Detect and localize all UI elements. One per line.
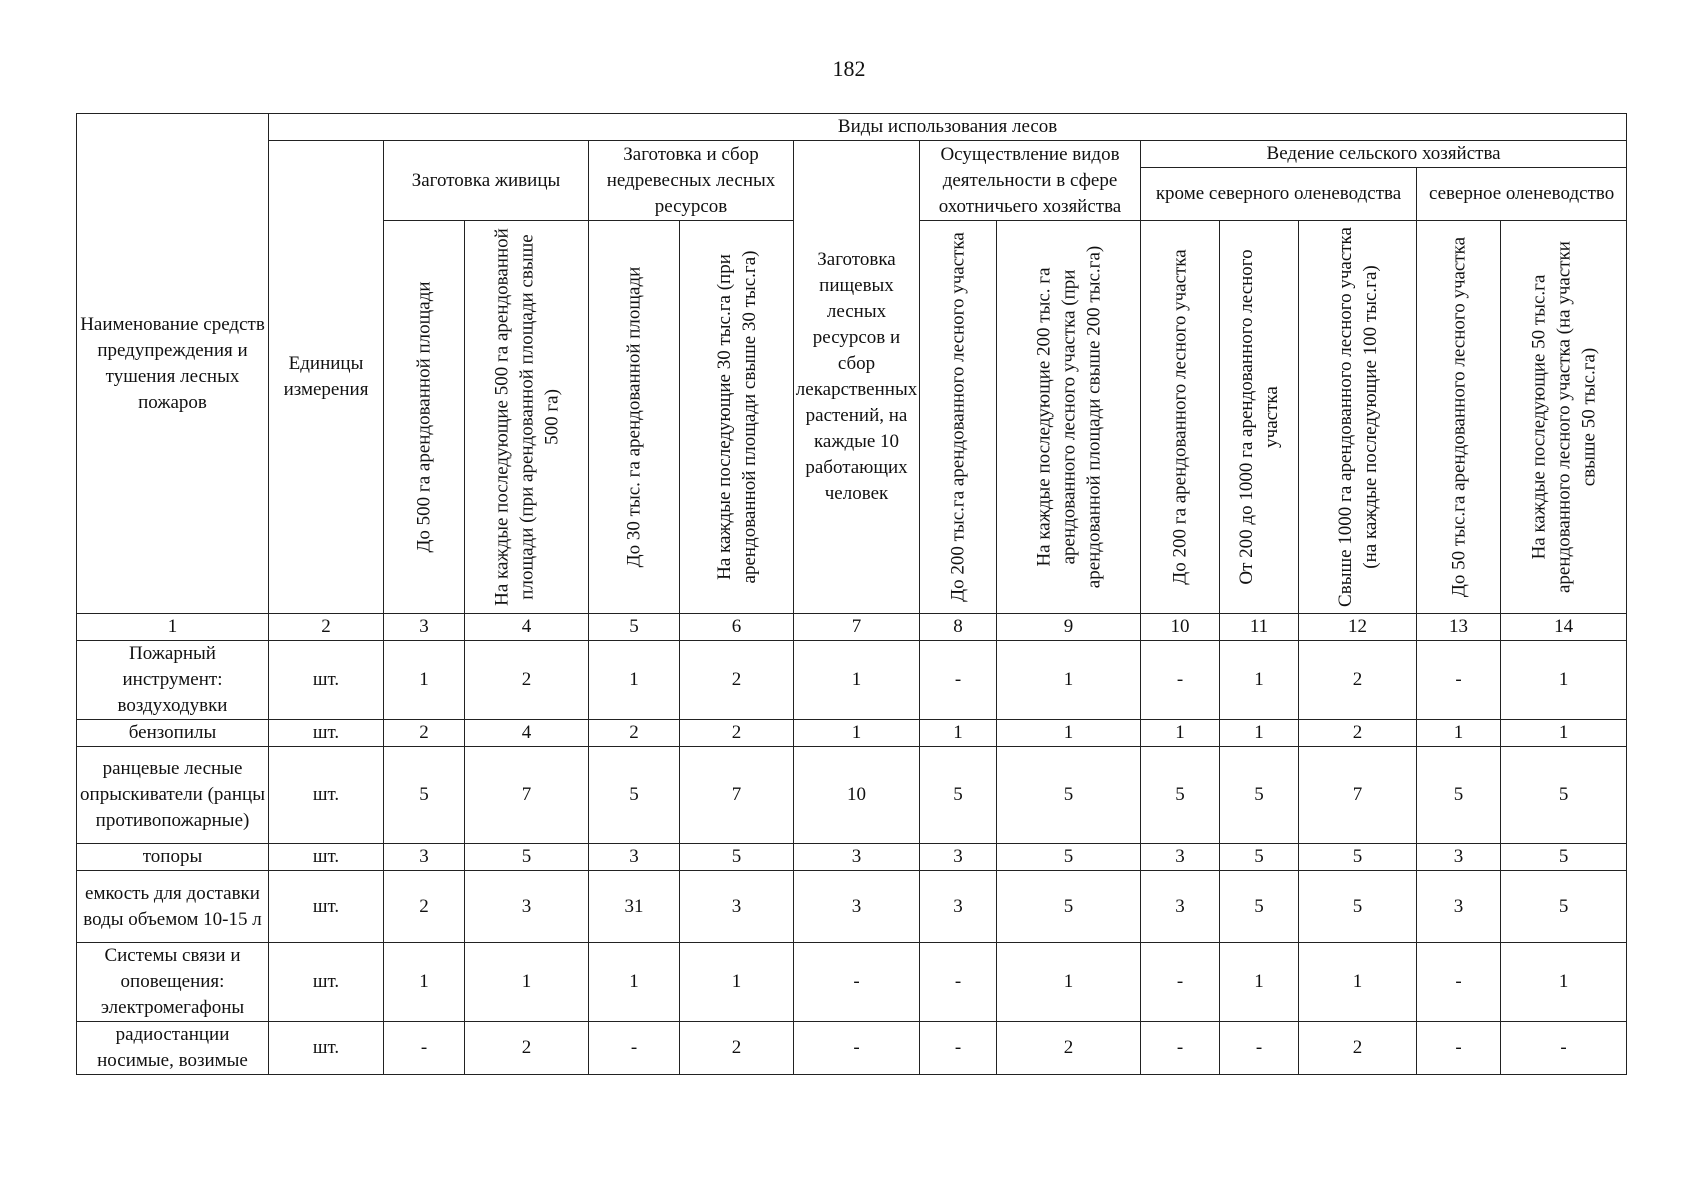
value-cell: - [794, 1022, 920, 1075]
header-except-north-reindeer: кроме северного оленеводства [1141, 168, 1417, 221]
value-cell: - [1417, 1022, 1501, 1075]
column-number: 2 [269, 614, 384, 641]
value-cell: 1 [1220, 720, 1299, 747]
header-col-4: На каждые последующие 500 га арендованной площади (при арендованной площади свыше 500 га) [465, 221, 589, 614]
header-col-13: До 50 тыс.га арендованного лесного участка [1417, 221, 1501, 614]
value-cell: 1 [794, 641, 920, 720]
header-col-12: Свыше 1000 га арендованного лесного участка (на каждые последующие 100 тыс.га) [1299, 221, 1417, 614]
equipment-name: радиостанции носимые, возимые [77, 1022, 269, 1075]
value-cell: 10 [794, 747, 920, 844]
column-number: 5 [589, 614, 680, 641]
column-number: 6 [680, 614, 794, 641]
value-cell: - [1141, 641, 1220, 720]
unit-cell: шт. [269, 871, 384, 943]
value-cell: 1 [465, 943, 589, 1022]
value-cell: - [920, 943, 997, 1022]
value-cell: 1 [997, 641, 1141, 720]
value-cell: 2 [384, 871, 465, 943]
column-number: 11 [1220, 614, 1299, 641]
value-cell: - [1417, 641, 1501, 720]
value-cell: 7 [680, 747, 794, 844]
header-agriculture: Ведение сельского хозяйства [1141, 141, 1627, 168]
value-cell: 1 [1501, 720, 1627, 747]
value-cell: 1 [680, 943, 794, 1022]
equipment-name: Системы связи и оповещения: электромегафоны [77, 943, 269, 1022]
value-cell: 1 [384, 641, 465, 720]
table-row [77, 641, 1627, 720]
unit-cell: шт. [269, 943, 384, 1022]
value-cell: 1 [794, 720, 920, 747]
header-col-11: От 200 до 1000 га арендованного лесного участка [1220, 221, 1299, 614]
value-cell: - [384, 1022, 465, 1075]
value-cell: 1 [997, 720, 1141, 747]
header-col-8: До 200 тыс.га арендованного лесного участка [920, 221, 997, 614]
column-number: 3 [384, 614, 465, 641]
column-number: 12 [1299, 614, 1417, 641]
value-cell: 2 [589, 720, 680, 747]
unit-cell: шт. [269, 1022, 384, 1075]
header-col-5: До 30 тыс. га арендованной площади [589, 221, 680, 614]
equipment-name: емкость для доставки воды объемом 10-15 л [77, 871, 269, 943]
value-cell: 5 [1501, 747, 1627, 844]
value-cell: - [589, 1022, 680, 1075]
value-cell: 5 [384, 747, 465, 844]
value-cell: 3 [680, 871, 794, 943]
table-body [77, 641, 1627, 1075]
value-cell: 2 [384, 720, 465, 747]
header-north-reindeer: северное оленеводство [1417, 168, 1627, 221]
unit-cell: шт. [269, 720, 384, 747]
table-row [77, 1022, 1627, 1075]
page-number: 182 [832, 56, 866, 81]
value-cell: 3 [1141, 844, 1220, 871]
column-number: 7 [794, 614, 920, 641]
value-cell: - [1141, 1022, 1220, 1075]
column-number: 14 [1501, 614, 1627, 641]
value-cell: 3 [384, 844, 465, 871]
unit-cell: шт. [269, 641, 384, 720]
value-cell: 1 [1501, 943, 1627, 1022]
value-cell: 3 [794, 871, 920, 943]
value-cell: 1 [1141, 720, 1220, 747]
value-cell: 1 [1220, 943, 1299, 1022]
value-cell: 1 [589, 943, 680, 1022]
value-cell: - [1141, 943, 1220, 1022]
column-number: 4 [465, 614, 589, 641]
value-cell: 5 [1299, 844, 1417, 871]
header-nonwood-resources: Заготовка и сбор недревесных лесных ресурсов [589, 141, 794, 221]
column-number: 8 [920, 614, 997, 641]
value-cell: 5 [1220, 844, 1299, 871]
value-cell: 3 [465, 871, 589, 943]
value-cell: 1 [1501, 641, 1627, 720]
table-row [77, 943, 1627, 1022]
value-cell: 3 [1417, 871, 1501, 943]
header-col-10: До 200 га арендованного лесного участка [1141, 221, 1220, 614]
value-cell: 3 [1141, 871, 1220, 943]
value-cell: 2 [465, 1022, 589, 1075]
column-number: 9 [997, 614, 1141, 641]
unit-cell: шт. [269, 844, 384, 871]
column-number-row [77, 614, 1627, 641]
table-row [77, 720, 1627, 747]
value-cell: 1 [1299, 943, 1417, 1022]
value-cell: 5 [920, 747, 997, 844]
value-cell: - [1501, 1022, 1627, 1075]
table-row [77, 747, 1627, 844]
value-cell: 2 [997, 1022, 1141, 1075]
value-cell: - [794, 943, 920, 1022]
value-cell: 5 [1220, 871, 1299, 943]
value-cell: 1 [1417, 720, 1501, 747]
header-col-6: На каждые последующие 30 тыс.га (при арендованной площади свыше 30 тыс.га) [680, 221, 794, 614]
header-food-resources: Заготовка пищевых лесных ресурсов и сбор лекарственных растений, на каждые 10 работающих человек [794, 141, 920, 614]
value-cell: 5 [1220, 747, 1299, 844]
column-number: 13 [1417, 614, 1501, 641]
header-forest-use-types: Виды использования лесов [269, 114, 1627, 141]
value-cell: 5 [997, 871, 1141, 943]
value-cell: 2 [680, 1022, 794, 1075]
value-cell: 3 [1417, 844, 1501, 871]
value-cell: 5 [997, 747, 1141, 844]
value-cell: 7 [465, 747, 589, 844]
value-cell: 5 [1501, 844, 1627, 871]
table-row [77, 871, 1627, 943]
value-cell: 3 [794, 844, 920, 871]
value-cell: 5 [465, 844, 589, 871]
header-name-col: Наименование средств предупреждения и тушения лесных пожаров [77, 114, 269, 614]
equipment-name: топоры [77, 844, 269, 871]
column-number: 10 [1141, 614, 1220, 641]
header-col-9: На каждые последующие 200 тыс. га арендованного лесного участка (при арендованной площади свыше 200 тыс.га) [997, 221, 1141, 614]
value-cell: 3 [920, 871, 997, 943]
value-cell: 5 [1501, 871, 1627, 943]
value-cell: 7 [1299, 747, 1417, 844]
value-cell: 5 [589, 747, 680, 844]
header-col-3: До 500 га арендованной площади [384, 221, 465, 614]
value-cell: 1 [920, 720, 997, 747]
value-cell: 5 [1299, 871, 1417, 943]
value-cell: 2 [680, 641, 794, 720]
unit-cell: шт. [269, 747, 384, 844]
value-cell: 4 [465, 720, 589, 747]
column-number: 1 [77, 614, 269, 641]
value-cell: 2 [1299, 1022, 1417, 1075]
equipment-name: бензопилы [77, 720, 269, 747]
header-col-14: На каждые последующие 50 тыс.га арендованного лесного участка (на участки свыше 50 тыс.га) [1501, 221, 1627, 614]
value-cell: - [920, 1022, 997, 1075]
value-cell: 2 [680, 720, 794, 747]
value-cell: 3 [920, 844, 997, 871]
value-cell: 31 [589, 871, 680, 943]
value-cell: 1 [997, 943, 1141, 1022]
value-cell: 5 [1141, 747, 1220, 844]
header-resin-harvesting: Заготовка живицы [384, 141, 589, 221]
value-cell: 5 [1417, 747, 1501, 844]
forest-fire-equipment-table [76, 113, 1627, 1075]
value-cell: 1 [1220, 641, 1299, 720]
value-cell: 5 [680, 844, 794, 871]
value-cell: 2 [465, 641, 589, 720]
value-cell: 2 [1299, 720, 1417, 747]
equipment-name: Пожарный инструмент: воздуходувки [77, 641, 269, 720]
value-cell: 3 [589, 844, 680, 871]
equipment-name: ранцевые лесные опрыскиватели (ранцы противопожарные) [77, 747, 269, 844]
value-cell: - [1220, 1022, 1299, 1075]
value-cell: 1 [589, 641, 680, 720]
value-cell: 1 [384, 943, 465, 1022]
value-cell: - [1417, 943, 1501, 1022]
header-hunting: Осуществление видов деятельности в сфере охотничьего хозяйства [920, 141, 1141, 221]
header-units: Единицы измерения [269, 141, 384, 614]
value-cell: - [920, 641, 997, 720]
value-cell: 2 [1299, 641, 1417, 720]
value-cell: 5 [997, 844, 1141, 871]
table-row [77, 844, 1627, 871]
